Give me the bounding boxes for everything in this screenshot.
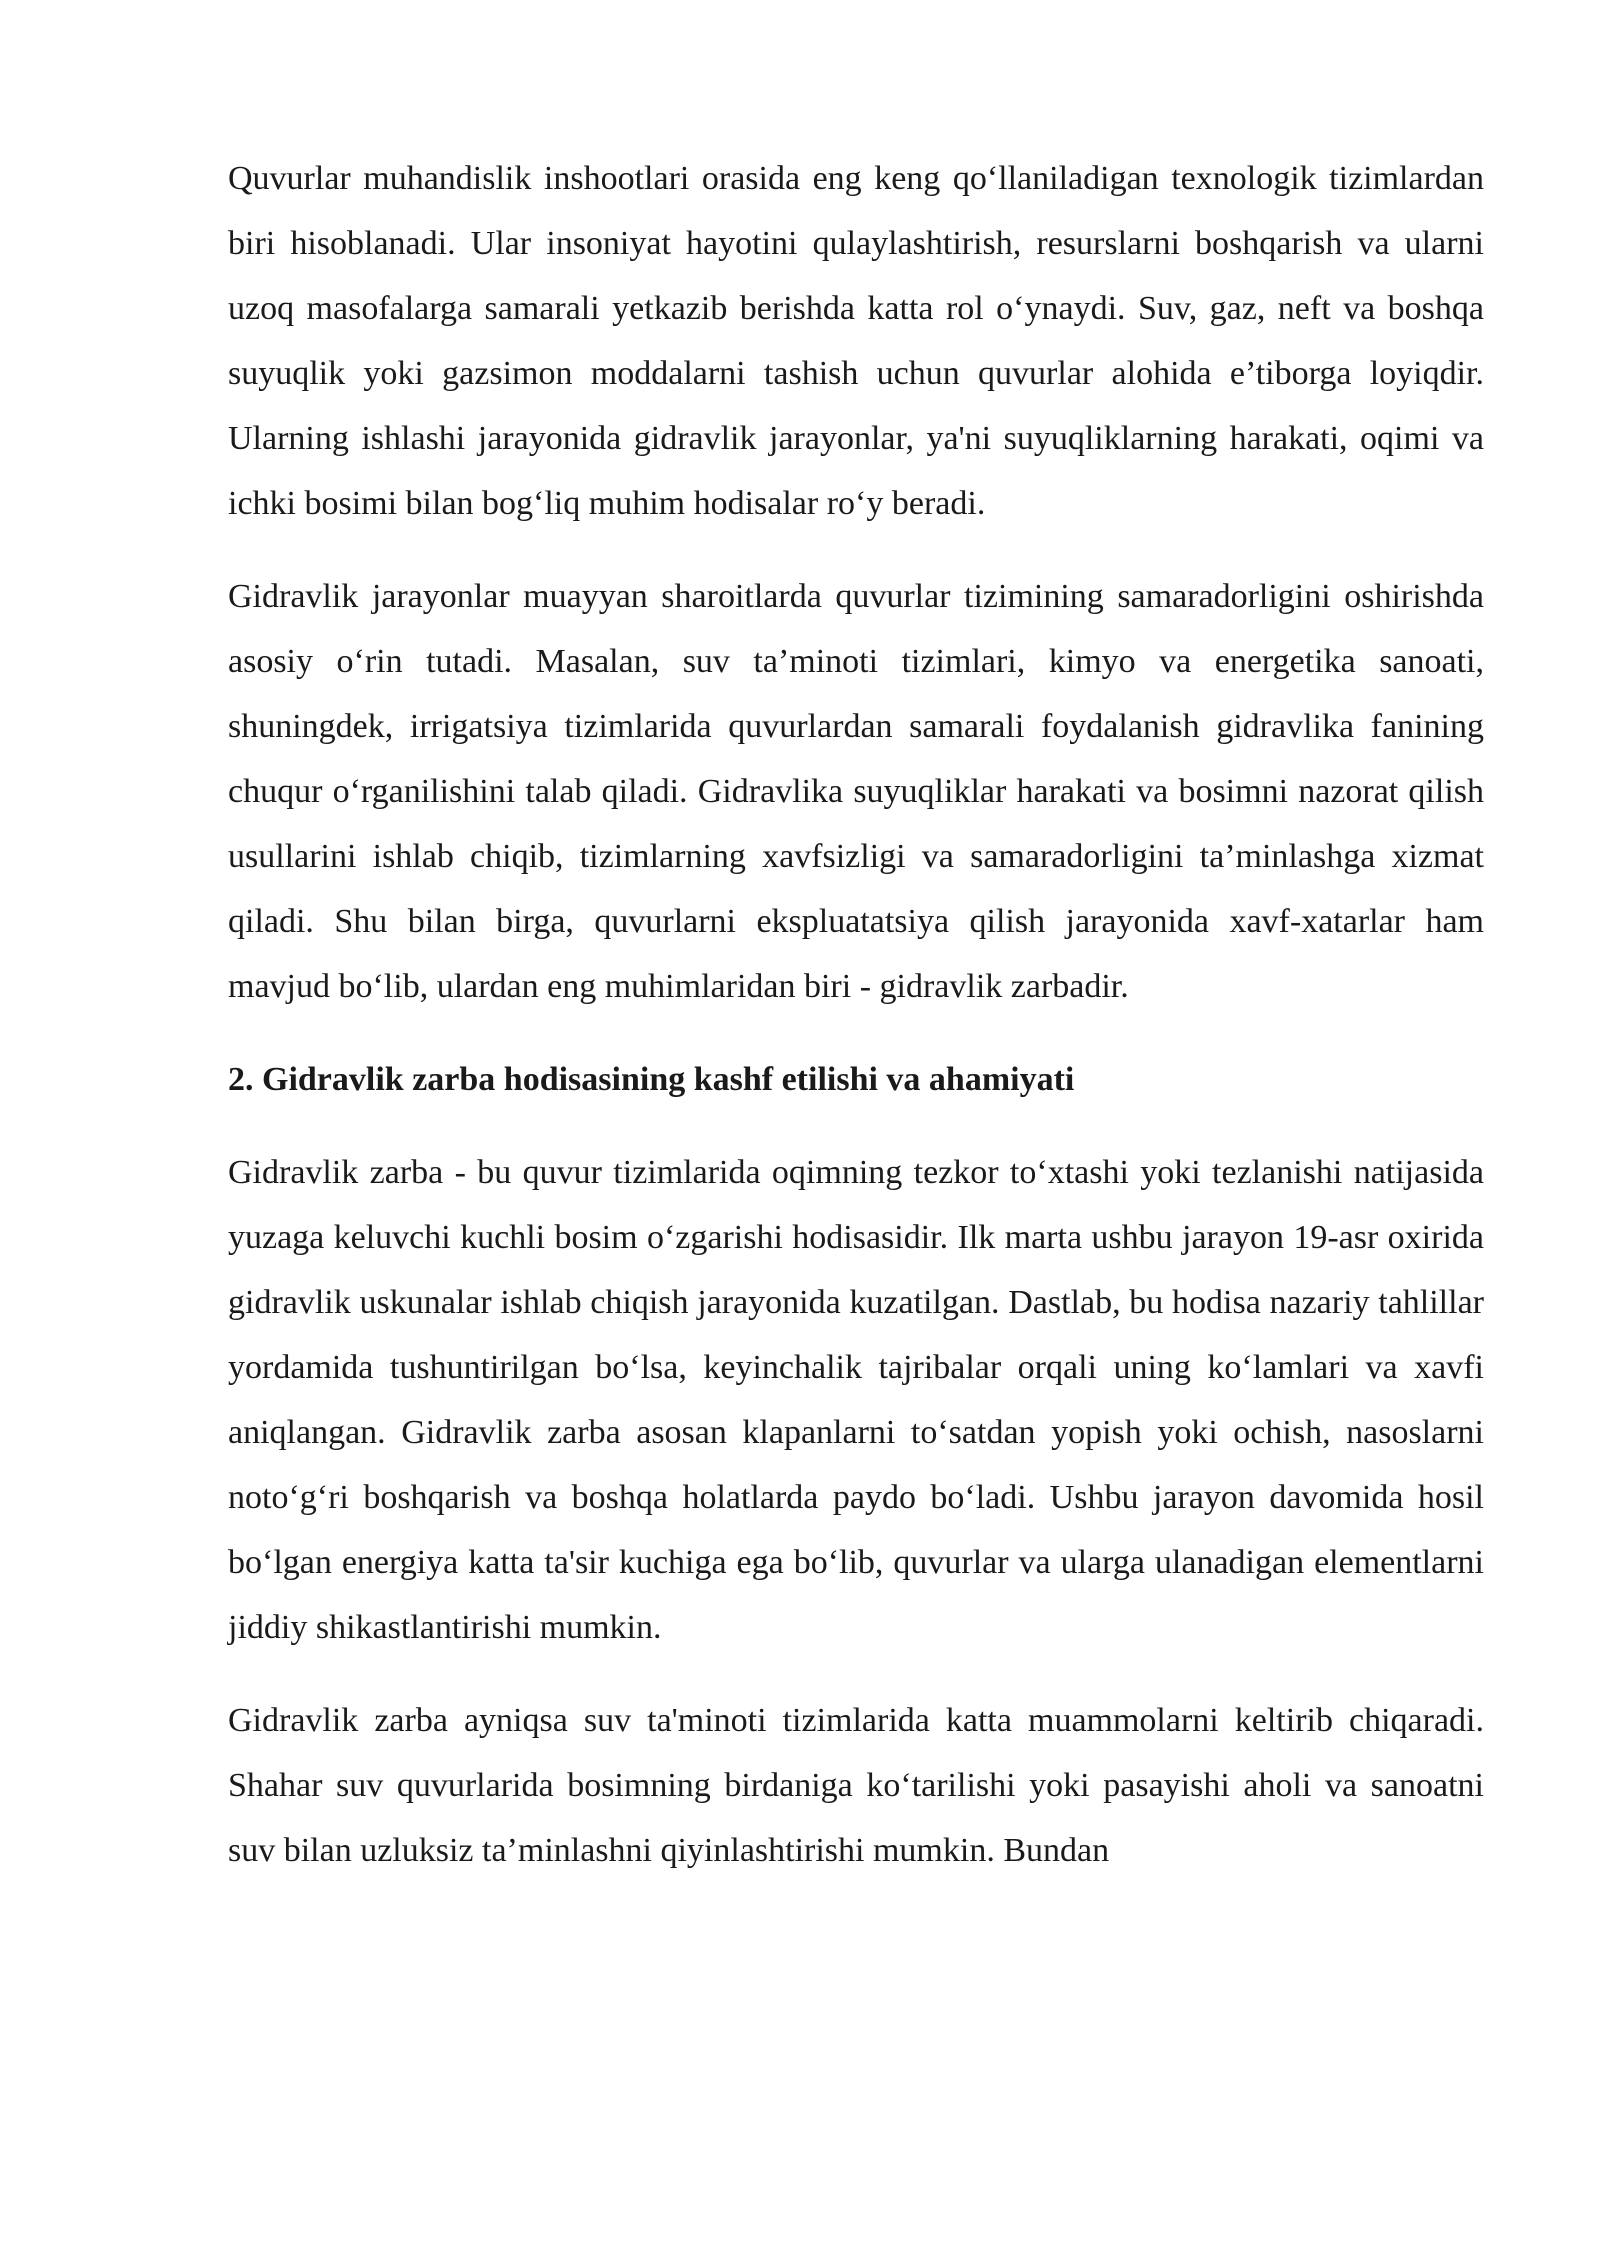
- paragraph-water-hammer-definition: Gidravlik zarba - bu quvur tizimlarida oqimning tezkor to‘xtashi yoki tezlanishi natijasida yuzaga keluvchi kuchli bosim o‘zgarishi hodisasidir. Ilk marta ushbu jarayon 19-asr oxirida gidravlik uskunalar ishlab chiqish jarayonida kuzatilgan. Dastlab, bu hodisa nazariy tahlillar yordamida tushuntirilgan bo‘lsa, keyinchalik tajribalar orqali uning ko‘lamlari va xavfi aniqlangan. Gidravlik zarba asosan klapanlarni to‘satdan yopish yoki ochish, nasoslarni noto‘g‘ri boshqarish va boshqa holatlarda paydo bo‘ladi. Ushbu jarayon davomida hosil bo‘lgan energiya katta ta'sir kuchiga ega bo‘lib, quvurlar va ularga ulanadigan elementlarni jiddiy shikastlantirishi mumkin.: [228, 1154, 1484, 1646]
- document-body: [228, 146, 1484, 1883]
- paragraph-intro: Quvurlar muhandislik inshootlari orasida eng keng qo‘llaniladigan texnologik tizimlardan biri hisoblanadi. Ular insoniyat hayotini qulaylashtirish, resurslarni boshqarish va ularni uzoq masofalarga samarali yetkazib berishda katta rol o‘ynaydi. Suv, gaz, neft va boshqa suyuqlik yoki gazsimon moddalarni tashish uchun quvurlar alohida e’tiborga loyiqdir. Ularning ishlashi jarayonida gidravlik jarayonlar, ya'ni suyuqliklarning harakati, oqimi va ichki bosimi bilan bog‘liq muhim hodisalar ro‘y beradi.: [228, 160, 1484, 522]
- paragraph-hydraulic-processes: Gidravlik jarayonlar muayyan sharoitlarda quvurlar tizimining samaradorligini oshirishda asosiy o‘rin tutadi. Masalan, suv ta’minoti tizimlari, kimyo va energetika sanoati, shuningdek, irrigatsiya tizimlarida quvurlardan samarali foydalanish gidravlika fanining chuqur o‘rganilishini talab qiladi. Gidravlika suyuqliklar harakati va bosimni nazorat qilish usullarini ishlab chiqib, tizimlarning xavfsizligi va samaradorligini ta’minlashga xizmat qiladi. Shu bilan birga, quvurlarni ekspluatatsiya qilish jarayonida xavf-xatarlar ham mavjud bo‘lib, ulardan eng muhimlaridan biri - gidravlik zarbadir.: [228, 578, 1484, 1005]
- paragraph-water-supply: Gidravlik zarba ayniqsa suv ta'minoti tizimlarida katta muammolarni keltirib chiqaradi. Shahar suv quvurlarida bosimning birdaniga ko‘tarilishi yoki pasayishi aholi va sanoatni suv bilan uzluksiz ta’minlashni qiyinlashtirishi mumkin. Bundan: [228, 1702, 1484, 1869]
- section-heading: 2. Gidravlik zarba hodisasining kashf etilishi va ahamiyati: [228, 1061, 1075, 1098]
